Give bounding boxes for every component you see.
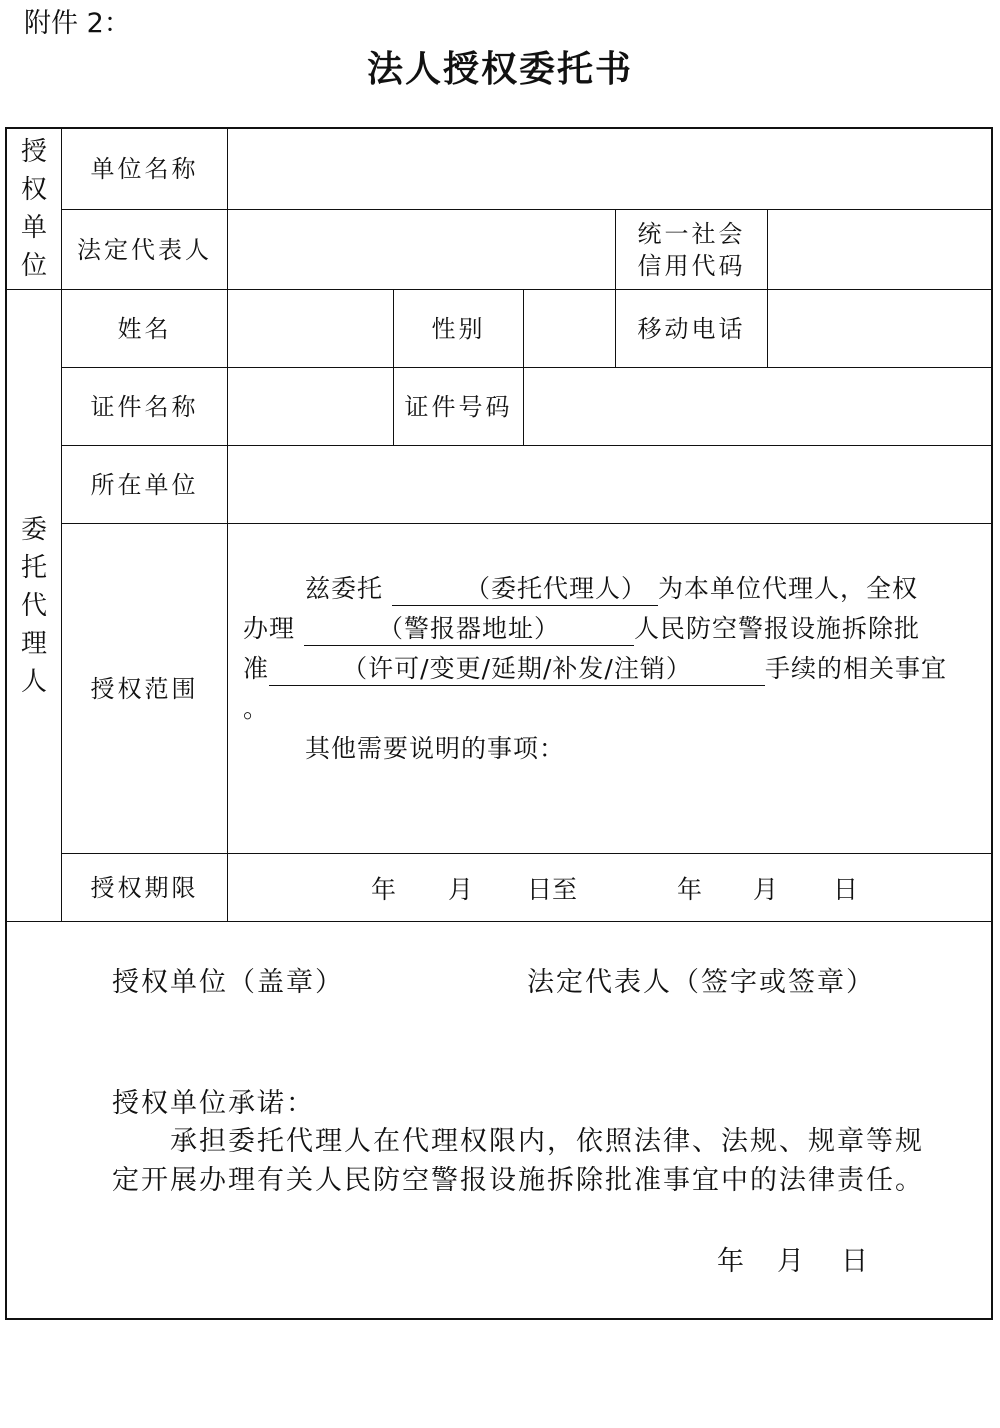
term-month-2: 月 xyxy=(753,875,779,904)
grantor-group-char: 权 xyxy=(20,175,47,205)
scope-p2-suffix: 人民防空警报设施拆除批 xyxy=(633,614,920,643)
agent-group-char: 代 xyxy=(20,590,47,621)
agent-name-label: 姓名 xyxy=(117,314,172,343)
alarm-address-blank[interactable]: （警报器地址） xyxy=(304,613,634,646)
term-month-1: 月 xyxy=(448,875,474,904)
legal-rep-field[interactable] xyxy=(228,210,615,289)
credit-code-label-line2: 信用代码 xyxy=(637,251,746,280)
commitment-line2: 定开展办理有关人民防空警报设施拆除批准事宜中的法律责任。 xyxy=(112,1165,924,1196)
employer-field[interactable] xyxy=(228,446,993,523)
credit-code-label xyxy=(616,210,767,289)
scope-p1-prefix: 兹委托 xyxy=(305,574,384,603)
gender-field[interactable] xyxy=(524,290,615,367)
agent-name-field[interactable] xyxy=(228,290,393,367)
term-field[interactable] xyxy=(228,854,993,921)
term-label: 授权期限 xyxy=(90,873,199,902)
procedure-type-blank[interactable]: （许可/变更/延期/补发/注销） xyxy=(269,653,765,686)
credit-code-field[interactable] xyxy=(768,210,993,289)
page-title: 法人授权委托书 xyxy=(366,48,633,90)
mobile-label: 移动电话 xyxy=(637,314,746,343)
term-day-1-to: 日至 xyxy=(527,875,578,904)
agent-group-char: 委 xyxy=(20,514,47,545)
id-type-label: 证件名称 xyxy=(90,392,199,421)
employer-label: 所在单位 xyxy=(90,470,199,499)
agent-group-char: 托 xyxy=(20,552,47,583)
authorization-form xyxy=(5,127,993,1320)
grantor-group-char: 授 xyxy=(20,137,47,167)
agent-group-label xyxy=(7,290,61,921)
term-day-2: 日 xyxy=(833,875,859,904)
id-type-field[interactable] xyxy=(228,368,393,445)
unit-name-field[interactable] xyxy=(228,129,993,209)
term-year-1: 年 xyxy=(371,875,397,904)
scope-p3-suffix: 手续的相关事宜 xyxy=(765,654,948,683)
term-year-2: 年 xyxy=(677,875,703,904)
grantor-seal-label: 授权单位（盖章） xyxy=(112,967,344,998)
grantor-group-char: 单 xyxy=(20,213,47,243)
grantor-group-char: 位 xyxy=(20,251,47,281)
commitment-month: 月 xyxy=(777,1246,806,1277)
legal-rep-label: 法定代表人 xyxy=(77,235,212,264)
commitment-year: 年 xyxy=(717,1246,746,1277)
agent-name-blank[interactable]: （委托代理人） xyxy=(392,573,658,606)
commitment-heading: 授权单位承诺： xyxy=(112,1088,315,1119)
agent-group-char: 理 xyxy=(20,628,47,659)
grantor-group-label xyxy=(7,129,61,289)
commitment-line1: 承担委托代理人在代理权限内，依照法律、法规、规章等规 xyxy=(170,1126,924,1157)
mobile-field[interactable] xyxy=(768,290,993,367)
legal-rep-sign-label: 法定代表人（签字或签章） xyxy=(527,967,875,998)
attachment-label: 附件 2： xyxy=(24,8,131,39)
scope-p2-prefix: 办理 xyxy=(243,614,296,643)
agent-group-char: 人 xyxy=(20,666,47,697)
scope-label: 授权范围 xyxy=(90,674,199,703)
other-matters-label: 其他需要说明的事项： xyxy=(305,734,566,763)
commitment-day: 日 xyxy=(841,1246,870,1277)
id-number-label: 证件号码 xyxy=(404,392,513,421)
scope-p1-suffix: 为本单位代理人，全权 xyxy=(657,574,918,603)
id-number-field[interactable] xyxy=(524,368,993,445)
scope-p4: 。 xyxy=(243,694,270,723)
scope-p3-prefix: 准 xyxy=(243,654,270,683)
unit-name-label: 单位名称 xyxy=(90,155,199,183)
credit-code-label-line1: 统一社会 xyxy=(637,219,746,248)
gender-label: 性别 xyxy=(431,314,486,343)
scope-text xyxy=(243,569,987,769)
